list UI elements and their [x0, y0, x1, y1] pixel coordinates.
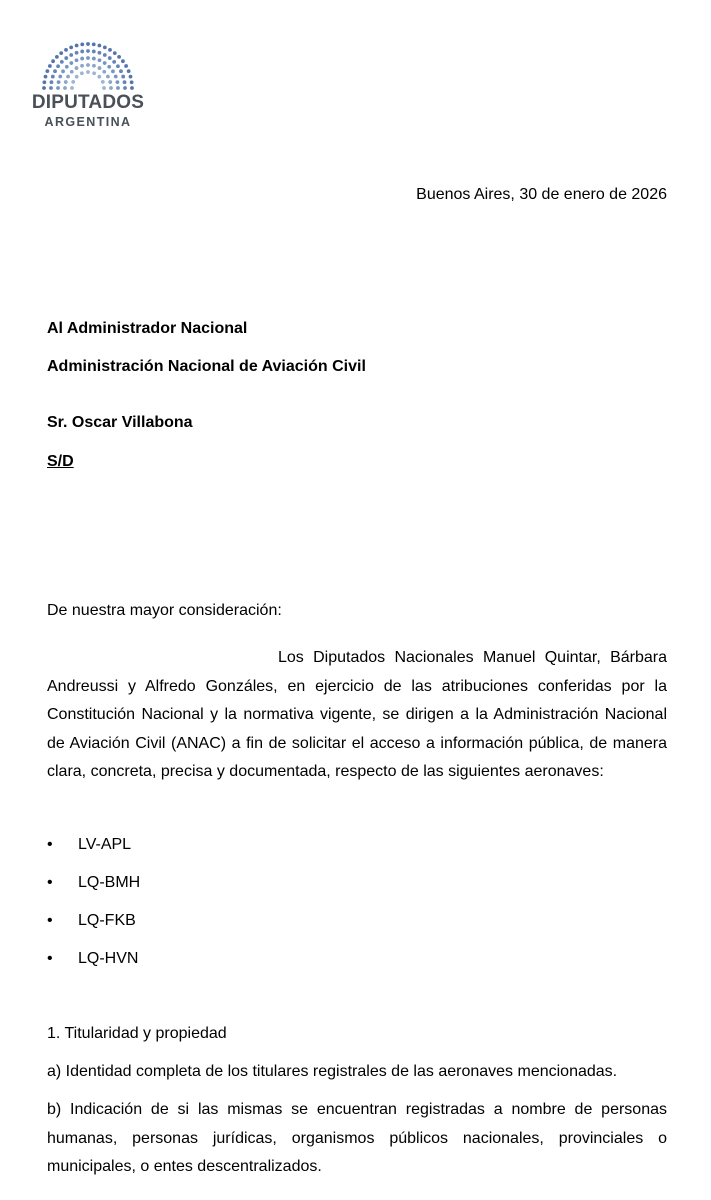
hemicycle-dot [80, 71, 84, 75]
hemicycle-dot [92, 71, 96, 75]
hemicycle-dot [53, 69, 57, 73]
greeting: De nuestra mayor consideración: [47, 602, 282, 619]
hemicycle-dot [57, 80, 61, 84]
hemicycle-dot [86, 49, 90, 53]
section-1-item-b: b) Indicación de si las mismas se encuentran registradas a nombre de personas humanas, personas jurídicas, organismos públicos nacionales, provinciales o municipales, o entes descentralizados. [47, 1101, 667, 1176]
hemicycle-dot [64, 48, 68, 52]
hemicycle-dot [55, 55, 59, 59]
list-item [47, 836, 140, 874]
hemicycle-dot [119, 69, 123, 73]
hemicycle-dot [58, 75, 62, 79]
hemicycle-dot [60, 60, 64, 64]
hemicycle-dot [108, 56, 112, 60]
list-item [47, 912, 140, 950]
logo-subtitle: ARGENTINA [44, 115, 132, 129]
hemicycle-dot [117, 55, 121, 59]
hemicycle-dot [92, 57, 96, 61]
section-1-item-a: a) Identidad completa de los titulares registrales de las aeronaves mencionadas. [47, 1063, 618, 1080]
hemicycle-dot [49, 86, 53, 90]
recipient-sd: S/D [47, 453, 74, 470]
hemicycle-dot [109, 86, 113, 90]
hemicycle-dot [66, 75, 70, 79]
recipient-title: Al Administrador Nacional [47, 320, 248, 337]
hemicycle-dot [50, 80, 54, 84]
hemicycle-dot [86, 70, 90, 74]
hemicycle-dot [116, 86, 120, 90]
hemicycle-dot [80, 57, 84, 61]
letter-date: Buenos Aires, 30 de enero de 2026 [416, 186, 667, 203]
hemicycle-dot [70, 86, 74, 90]
hemicycle-dot [116, 64, 120, 68]
hemicycle-dot [108, 48, 112, 52]
hemicycle-dot [98, 51, 102, 55]
list-item [47, 874, 140, 912]
hemicycle-dot [56, 86, 60, 90]
intro-text: Los Diputados Nacionales Manuel Quintar, Bárbara Andreussi y Alfredo Gonzáles, en ejercicio de las atribuciones conferidas por la Constitución Nacional y la normativa vigente, se dirigen a la Administración Nacional de Aviación Civil (ANAC) a fin de solicitar el acceso a información pública, de manera clara, concreta, precisa y documentada, respecto de las siguientes aeronaves: [47, 649, 667, 781]
hemicycle-dot [64, 80, 68, 84]
logo-title: DIPUTADOS [31, 92, 145, 113]
hemicycle-dot [123, 80, 127, 84]
hemicycle-dot [97, 75, 101, 79]
hemicycle-dot [51, 75, 55, 79]
aircraft-registration: LQ-BMH [78, 874, 141, 891]
hemicycle-dot [97, 44, 101, 48]
hemicycle-dot [124, 64, 128, 68]
hemicycle-dot [86, 56, 90, 60]
hemicycle-dot [69, 53, 73, 57]
hemicycle-dot [108, 80, 112, 84]
parliament-hemicycle-icon [42, 40, 134, 90]
hemicycle-dot [103, 61, 107, 65]
hemicycle-dot [80, 64, 84, 68]
aircraft-registration: LV-APL [78, 836, 132, 853]
hemicycle-dot [80, 50, 84, 54]
hemicycle-dot [103, 45, 107, 49]
bullet: • [47, 950, 53, 967]
aircraft-list [47, 836, 140, 988]
hemicycle-dot [64, 56, 68, 60]
hemicycle-dot [103, 53, 107, 57]
recipient-name: Sr. Oscar Villabona [47, 414, 193, 431]
hemicycle-dot [48, 64, 52, 68]
bullet: • [47, 836, 53, 853]
hemicycle-dot [130, 86, 134, 90]
hemicycle-dot [80, 42, 84, 46]
aircraft-registration: LQ-HVN [78, 950, 139, 967]
hemicycle-dot [86, 63, 90, 67]
hemicycle-dot [121, 75, 125, 79]
hemicycle-dot [59, 51, 63, 55]
section-1-title: 1. Titularidad y propiedad [47, 1025, 227, 1042]
hemicycle-dot [130, 80, 134, 84]
hemicycle-dot [70, 70, 74, 74]
hemicycle-dot [113, 51, 117, 55]
hemicycle-dot [51, 59, 55, 63]
hemicycle-dot [65, 65, 69, 69]
hemicycle-dot [42, 80, 46, 84]
recipient-organization: Administración Nacional de Aviación Civil [47, 358, 366, 375]
hemicycle-dot [63, 86, 67, 90]
hemicycle-dot [98, 58, 102, 62]
hemicycle-dot [102, 70, 106, 74]
hemicycle-dot [56, 64, 60, 68]
list-item [47, 950, 140, 988]
aircraft-registration: LQ-FKB [78, 912, 136, 929]
hemicycle-dot [86, 42, 90, 46]
hemicycle-dot [98, 66, 102, 70]
hemicycle-dot [75, 51, 79, 55]
hemicycle-dot [106, 75, 110, 79]
hemicycle-dot [111, 69, 115, 73]
hemicycle-dot [69, 45, 73, 49]
hemicycle-dot [75, 75, 79, 79]
hemicycle-dot [61, 69, 65, 73]
hemicycle-dot [123, 86, 127, 90]
hemicycle-dot [92, 64, 96, 68]
diputados-logo [30, 40, 150, 135]
bullet: • [47, 874, 53, 891]
hemicycle-dot [75, 44, 79, 48]
hemicycle-dot [112, 60, 116, 64]
hemicycle-dot [102, 86, 106, 90]
hemicycle-dot [116, 80, 120, 84]
hemicycle-dot [42, 86, 46, 90]
hemicycle-dot [121, 59, 125, 63]
hemicycle-dot [69, 61, 73, 65]
hemicycle-dot [45, 69, 49, 73]
hemicycle-dot [75, 58, 79, 62]
hemicycle-dot [44, 75, 48, 79]
hemicycle-dot [71, 80, 75, 84]
hemicycle-dot [129, 75, 133, 79]
hemicycle-dot [75, 66, 79, 70]
hemicycle-dot [92, 50, 96, 54]
intro-paragraph [47, 644, 667, 787]
hemicycle-dot [92, 42, 96, 46]
hemicycle-dot [127, 69, 131, 73]
hemicycle-dot [107, 65, 111, 69]
bullet: • [47, 912, 53, 929]
hemicycle-dot [101, 80, 105, 84]
hemicycle-dot [114, 75, 118, 79]
